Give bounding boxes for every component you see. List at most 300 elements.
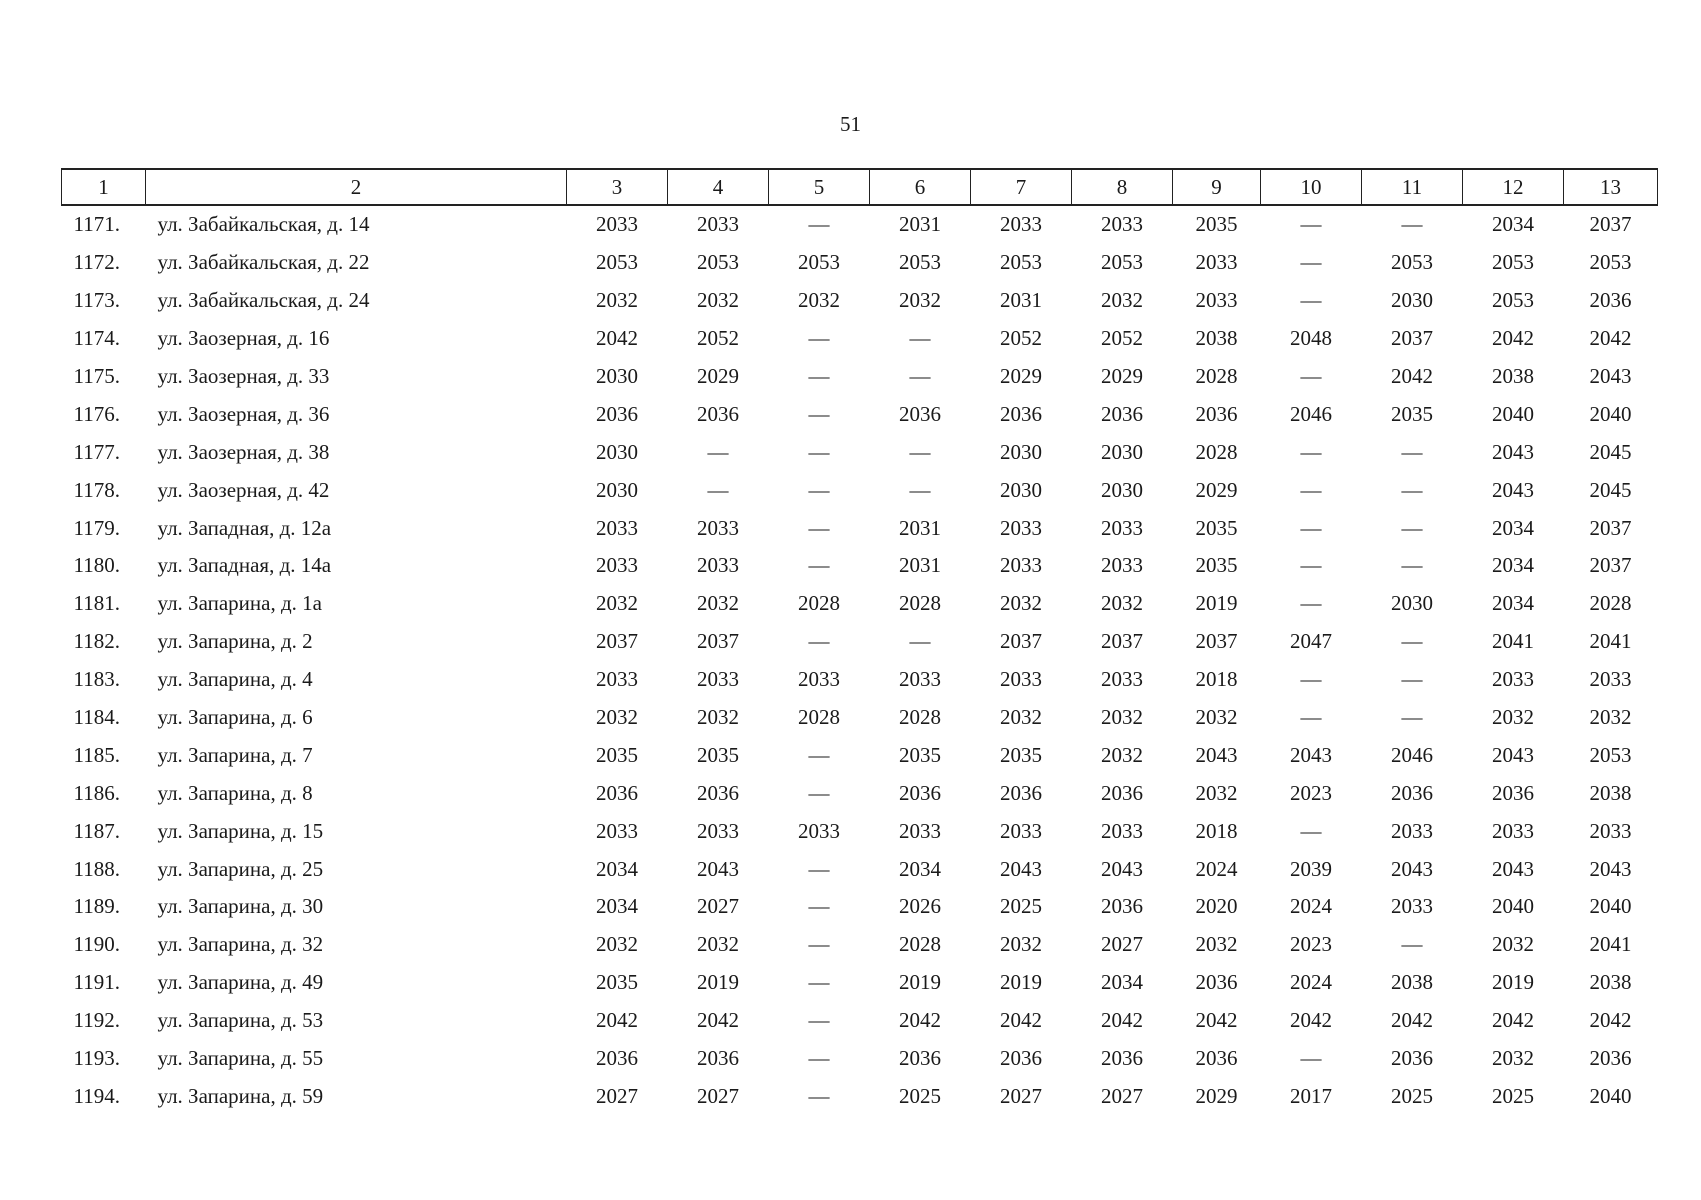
year-cell-col-3: 2042 [596,1008,638,1033]
year-cell-col-7: 2042 [1000,1008,1042,1033]
year-cell-col-8: 2030 [1101,477,1143,502]
year-cell-col-3: 2033 [596,667,638,692]
year-cell-col-3: 2032 [596,591,638,616]
year-cell-col-9: 2033 [1195,250,1238,275]
table-row [62,623,1658,661]
year-cell-col-3: 2034 [596,856,638,881]
year-cell-col-9: 2029 [1195,477,1238,502]
year-cell-col-8: 2053 [1101,250,1143,275]
year-cell-col-7: 2019 [1000,970,1042,995]
year-cell-col-5: — [808,742,830,767]
year-cell-col-7: 2030 [1000,439,1042,464]
year-cell-col-8: 2036 [1101,780,1143,805]
row-number: 1180. [73,553,120,578]
year-cell-col-10: 2039 [1290,856,1332,881]
year-cell-col-13: 2041 [1589,629,1632,654]
year-cell-col-7: 2033 [1000,818,1042,843]
year-cell-col-6: 2036 [899,401,941,426]
year-cell-col-7: 2033 [1000,553,1042,578]
table-row [62,850,1658,888]
address-cell: ул. Западная, д. 12а [157,515,332,540]
row-number: 1178. [73,477,120,502]
table-row [62,1002,1658,1040]
year-cell-col-11: 2025 [1391,1083,1433,1108]
column-header-1: 1 [62,169,146,205]
year-cell-col-7: 2032 [1000,591,1042,616]
row-number: 1188. [73,856,120,881]
year-cell-col-9: 2020 [1195,894,1238,919]
row-number: 1182. [73,629,120,654]
year-cell-col-3: 2030 [596,364,638,388]
year-cell-col-13: 2038 [1589,970,1632,995]
table-row [62,395,1658,433]
address-cell: ул. Западная, д. 14а [157,553,332,578]
year-cell-col-6: — [909,629,931,654]
year-cell-col-12: 2040 [1492,401,1534,426]
row-number: 1190. [73,932,120,957]
year-cell-col-4: 2033 [697,667,739,692]
year-cell-col-8: 2027 [1101,932,1143,957]
year-cell-col-3: 2036 [596,401,638,426]
year-cell-col-7: 2036 [1000,1046,1042,1071]
row-number: 1172. [73,250,120,275]
year-cell-col-8: 2036 [1101,1046,1143,1071]
year-cell-col-13: 2040 [1589,1083,1632,1108]
year-cell-col-12: 2041 [1492,629,1534,654]
year-cell-col-11: 2030 [1391,288,1433,313]
year-cell-col-4: 2029 [697,364,739,388]
year-cell-col-9: 2037 [1195,629,1238,654]
year-cell-col-8: 2036 [1101,894,1143,919]
year-cell-col-12: 2034 [1492,515,1534,540]
year-cell-col-6: 2028 [899,932,941,957]
year-cell-col-6: 2025 [899,1083,941,1108]
table-row [62,282,1658,320]
year-cell-col-7: 2030 [1000,477,1042,502]
year-cell-col-11: — [1401,515,1423,540]
row-number: 1184. [73,705,120,730]
year-cell-col-3: 2030 [596,439,638,464]
year-cell-col-12: 2053 [1492,288,1534,313]
year-cell-col-4: 2027 [697,1083,739,1108]
row-number: 1175. [73,364,120,388]
year-cell-col-13: 2032 [1589,705,1632,730]
year-cell-col-5: — [808,894,830,919]
year-cell-col-12: 2032 [1492,705,1534,730]
year-cell-col-9: 2028 [1195,364,1238,388]
year-cell-col-3: 2033 [596,553,638,578]
table-row [62,926,1658,964]
table-row [62,509,1658,547]
column-header-3: 3 [567,169,668,205]
year-cell-col-11: — [1401,212,1423,237]
year-cell-col-13: 2042 [1589,1008,1632,1033]
year-cell-col-4: 2052 [697,326,739,351]
address-cell: ул. Заозерная, д. 36 [157,401,330,426]
year-cell-col-10: — [1300,705,1322,730]
year-cell-col-6: 2028 [899,705,941,730]
table-row [62,433,1658,471]
register-table [61,168,1658,1115]
table-row [62,888,1658,926]
year-cell-col-6: 2042 [899,1008,941,1033]
year-cell-col-13: 2033 [1589,818,1632,843]
year-cell-col-10: — [1300,553,1322,578]
table-row [62,320,1658,358]
year-cell-col-11: 2053 [1391,250,1433,275]
year-cell-col-8: 2033 [1101,818,1143,843]
year-cell-col-5: — [808,1083,830,1108]
year-cell-col-13: 2053 [1589,742,1632,767]
year-cell-col-12: 2034 [1492,591,1534,616]
row-number: 1187. [73,818,120,843]
year-cell-col-11: — [1401,553,1423,578]
year-cell-col-3: 2027 [596,1083,638,1108]
row-number: 1171. [73,212,120,237]
year-cell-col-6: 2031 [899,212,941,237]
year-cell-col-8: 2033 [1101,667,1143,692]
year-cell-col-10: — [1300,364,1322,388]
table-row [62,244,1658,282]
year-cell-col-12: 2043 [1492,477,1534,502]
year-cell-col-12: 2043 [1492,742,1534,767]
column-header-8: 8 [1072,169,1173,205]
table-row [62,547,1658,585]
year-cell-col-4: 2019 [697,970,739,995]
year-cell-col-5: — [808,932,830,957]
year-cell-col-3: 2035 [596,970,638,995]
year-cell-col-5: — [808,364,830,388]
year-cell-col-4: 2033 [697,515,739,540]
address-cell: ул. Заозерная, д. 33 [157,364,330,388]
year-cell-col-13: 2053 [1589,250,1632,275]
year-cell-col-4: 2053 [697,250,739,275]
year-cell-col-5: — [808,212,830,237]
row-number: 1186. [73,780,120,805]
year-cell-col-12: 2033 [1492,818,1534,843]
year-cell-col-10: — [1300,212,1322,237]
table-row [62,812,1658,850]
year-cell-col-8: 2032 [1101,288,1143,313]
year-cell-col-7: 2037 [1000,629,1042,654]
year-cell-col-13: 2042 [1589,326,1632,351]
row-number: 1176. [73,401,120,426]
address-cell: ул. Запарина, д. 1а [157,591,322,616]
table-row [62,358,1658,396]
year-cell-col-4: 2027 [697,894,739,919]
table-row [62,774,1658,812]
address-cell: ул. Заозерная, д. 38 [157,439,330,464]
year-cell-col-8: 2033 [1101,553,1143,578]
row-number: 1179. [73,515,120,540]
year-cell-col-10: 2046 [1290,401,1332,426]
year-cell-col-4: 2037 [697,629,739,654]
year-cell-col-7: 2033 [1000,212,1042,237]
column-header-13: 13 [1564,169,1658,205]
year-cell-col-6: — [909,477,931,502]
year-cell-col-13: 2045 [1589,439,1632,464]
row-number: 1193. [73,1046,120,1071]
year-cell-col-8: 2036 [1101,401,1143,426]
year-cell-col-12: 2032 [1492,932,1534,957]
year-cell-col-6: 2036 [899,780,941,805]
column-header-2: 2 [146,169,567,205]
year-cell-col-12: 2042 [1492,1008,1534,1033]
year-cell-col-10: — [1300,818,1322,843]
year-cell-col-9: 2033 [1195,288,1238,313]
year-cell-col-3: 2033 [596,212,638,237]
year-cell-col-9: 2024 [1195,856,1238,881]
year-cell-col-4: — [707,477,729,502]
year-cell-col-5: — [808,477,830,502]
year-cell-col-8: 2043 [1101,856,1143,881]
year-cell-col-13: 2045 [1589,477,1632,502]
row-number: 1191. [73,970,120,995]
table-row [62,1077,1658,1115]
year-cell-col-7: 2032 [1000,932,1042,957]
year-cell-col-5: — [808,1046,830,1071]
year-cell-col-12: 2034 [1492,553,1534,578]
year-cell-col-6: 2031 [899,553,941,578]
year-cell-col-13: 2028 [1589,591,1632,616]
year-cell-col-10: — [1300,515,1322,540]
year-cell-col-9: 2028 [1195,439,1238,464]
row-number: 1173. [73,288,120,313]
year-cell-col-10: 2048 [1290,326,1332,351]
table-row [62,661,1658,699]
row-number: 1185. [73,742,120,767]
year-cell-col-9: 2032 [1195,705,1238,730]
year-cell-col-4: 2043 [697,856,739,881]
year-cell-col-5: — [808,629,830,654]
year-cell-col-9: 2036 [1195,1046,1238,1071]
address-cell: ул. Заозерная, д. 16 [157,326,330,351]
year-cell-col-4: 2032 [697,932,739,957]
year-cell-col-13: 2040 [1589,401,1632,426]
year-cell-col-8: 2042 [1101,1008,1143,1033]
year-cell-col-3: 2036 [596,780,638,805]
year-cell-col-6: — [909,364,931,388]
year-cell-col-9: 2018 [1195,818,1238,843]
address-cell: ул. Запарина, д. 6 [157,705,313,730]
year-cell-col-9: 2043 [1195,742,1238,767]
year-cell-col-5: — [808,326,830,351]
year-cell-col-6: 2033 [899,818,941,843]
year-cell-col-8: 2052 [1101,326,1143,351]
year-cell-col-11: — [1401,705,1423,730]
year-cell-col-13: 2043 [1589,856,1632,881]
table-row [62,585,1658,623]
year-cell-col-8: 2027 [1101,1083,1143,1108]
year-cell-col-10: 2023 [1290,932,1332,957]
year-cell-col-5: — [808,1008,830,1033]
year-cell-col-4: 2032 [697,288,739,313]
year-cell-col-3: 2032 [596,705,638,730]
address-cell: ул. Запарина, д. 7 [157,742,313,767]
year-cell-col-5: 2032 [798,288,840,313]
year-cell-col-10: — [1300,1046,1322,1071]
column-header-7: 7 [971,169,1072,205]
year-cell-col-3: 2033 [596,515,638,540]
table-body [62,205,1658,1115]
address-cell: ул. Запарина, д. 53 [157,1008,324,1033]
year-cell-col-5: — [808,970,830,995]
year-cell-col-3: 2034 [596,894,638,919]
header-row [62,169,1658,205]
column-header-11: 11 [1362,169,1463,205]
address-cell: ул. Заозерная, д. 42 [157,477,330,502]
year-cell-col-11: — [1401,629,1423,654]
column-header-4: 4 [668,169,769,205]
year-cell-col-13: 2036 [1589,1046,1632,1071]
year-cell-col-13: 2038 [1589,780,1632,805]
year-cell-col-6: 2031 [899,515,941,540]
year-cell-col-12: 2053 [1492,250,1534,275]
column-header-10: 10 [1261,169,1362,205]
year-cell-col-5: — [808,439,830,464]
year-cell-col-11: — [1401,667,1423,692]
row-number: 1192. [73,1008,120,1033]
year-cell-col-9: 2036 [1195,970,1238,995]
year-cell-col-11: 2035 [1391,401,1433,426]
year-cell-col-12: 2040 [1492,894,1534,919]
table-row [62,471,1658,509]
year-cell-col-4: 2035 [697,742,739,767]
year-cell-col-6: 2034 [899,856,941,881]
year-cell-col-3: 2036 [596,1046,638,1071]
year-cell-col-7: 2031 [1000,288,1042,313]
year-cell-col-3: 2053 [596,250,638,275]
year-cell-col-7: 2027 [1000,1083,1042,1108]
year-cell-col-4: 2036 [697,1046,739,1071]
year-cell-col-4: 2042 [697,1008,739,1033]
year-cell-col-9: 2035 [1195,515,1238,540]
year-cell-col-12: 2032 [1492,1046,1534,1071]
year-cell-col-11: 2033 [1391,818,1433,843]
year-cell-col-12: 2025 [1492,1083,1534,1108]
year-cell-col-11: 2043 [1391,856,1433,881]
year-cell-col-11: — [1401,932,1423,957]
year-cell-col-9: 2038 [1195,326,1238,351]
table-row [62,736,1658,774]
year-cell-col-7: 2025 [1000,894,1042,919]
year-cell-col-3: 2030 [596,477,638,502]
year-cell-col-13: 2033 [1589,667,1632,692]
year-cell-col-9: 2029 [1195,1083,1238,1108]
year-cell-col-11: 2030 [1391,591,1433,616]
year-cell-col-3: 2032 [596,288,638,313]
row-number: 1183. [73,667,120,692]
year-cell-col-5: — [808,515,830,540]
year-cell-col-9: 2035 [1195,553,1238,578]
year-cell-col-3: 2042 [596,326,638,351]
year-cell-col-6: 2019 [899,970,941,995]
year-cell-col-11: 2036 [1391,780,1433,805]
year-cell-col-9: 2032 [1195,780,1238,805]
year-cell-col-9: 2042 [1195,1008,1238,1033]
year-cell-col-13: 2037 [1589,553,1632,578]
year-cell-col-10: — [1300,288,1322,313]
year-cell-col-7: 2033 [1000,667,1042,692]
year-cell-col-11: 2037 [1391,326,1433,351]
year-cell-col-3: 2037 [596,629,638,654]
year-cell-col-8: 2034 [1101,970,1143,995]
year-cell-col-4: 2036 [697,401,739,426]
year-cell-col-9: 2018 [1195,667,1238,692]
year-cell-col-9: 2036 [1195,401,1238,426]
year-cell-col-13: 2043 [1589,364,1632,388]
year-cell-col-11: — [1401,439,1423,464]
year-cell-col-5: 2053 [798,250,840,275]
year-cell-col-6: — [909,439,931,464]
year-cell-col-7: 2036 [1000,401,1042,426]
table-row [62,205,1658,244]
year-cell-col-7: 2029 [1000,364,1042,388]
year-cell-col-7: 2033 [1000,515,1042,540]
year-cell-col-5: 2028 [798,591,840,616]
year-cell-col-6: 2036 [899,1046,941,1071]
year-cell-col-9: 2032 [1195,932,1238,957]
year-cell-col-10: — [1300,477,1322,502]
year-cell-col-6: 2035 [899,742,941,767]
year-cell-col-10: 2017 [1290,1083,1332,1108]
address-cell: ул. Запарина, д. 4 [157,667,313,692]
year-cell-col-5: — [808,780,830,805]
table-row [62,1040,1658,1078]
year-cell-col-10: 2043 [1290,742,1332,767]
year-cell-col-4: 2036 [697,780,739,805]
year-cell-col-7: 2052 [1000,326,1042,351]
register-table-container [61,168,1657,1115]
row-number: 1177. [73,439,120,464]
year-cell-col-12: 2043 [1492,439,1534,464]
year-cell-col-3: 2032 [596,932,638,957]
year-cell-col-13: 2037 [1589,515,1632,540]
year-cell-col-8: 2032 [1101,742,1143,767]
year-cell-col-7: 2035 [1000,742,1042,767]
address-cell: ул. Запарина, д. 2 [157,629,313,654]
year-cell-col-6: 2053 [899,250,941,275]
year-cell-col-8: 2030 [1101,439,1143,464]
year-cell-col-5: — [808,553,830,578]
column-header-6: 6 [870,169,971,205]
year-cell-col-10: 2047 [1290,629,1332,654]
year-cell-col-4: 2033 [697,553,739,578]
address-cell: ул. Запарина, д. 8 [157,780,313,805]
year-cell-col-4: 2032 [697,705,739,730]
year-cell-col-10: 2023 [1290,780,1332,805]
address-cell: ул. Запарина, д. 49 [157,970,324,995]
year-cell-col-7: 2043 [1000,856,1042,881]
year-cell-col-10: — [1300,591,1322,616]
year-cell-col-8: 2033 [1101,515,1143,540]
year-cell-col-8: 2032 [1101,591,1143,616]
year-cell-col-12: 2038 [1492,364,1534,388]
row-number: 1194. [73,1083,120,1108]
year-cell-col-11: 2033 [1391,894,1433,919]
year-cell-col-13: 2036 [1589,288,1632,313]
address-cell: ул. Запарина, д. 15 [157,818,324,843]
year-cell-col-12: 2019 [1492,970,1534,995]
address-cell: ул. Забайкальская, д. 22 [157,250,370,275]
column-number-header [62,169,1658,205]
year-cell-col-6: 2033 [899,667,941,692]
year-cell-col-11: 2042 [1391,1008,1433,1033]
year-cell-col-5: — [808,856,830,881]
address-cell: ул. Запарина, д. 25 [157,856,324,881]
year-cell-col-4: 2032 [697,591,739,616]
year-cell-col-12: 2033 [1492,667,1534,692]
